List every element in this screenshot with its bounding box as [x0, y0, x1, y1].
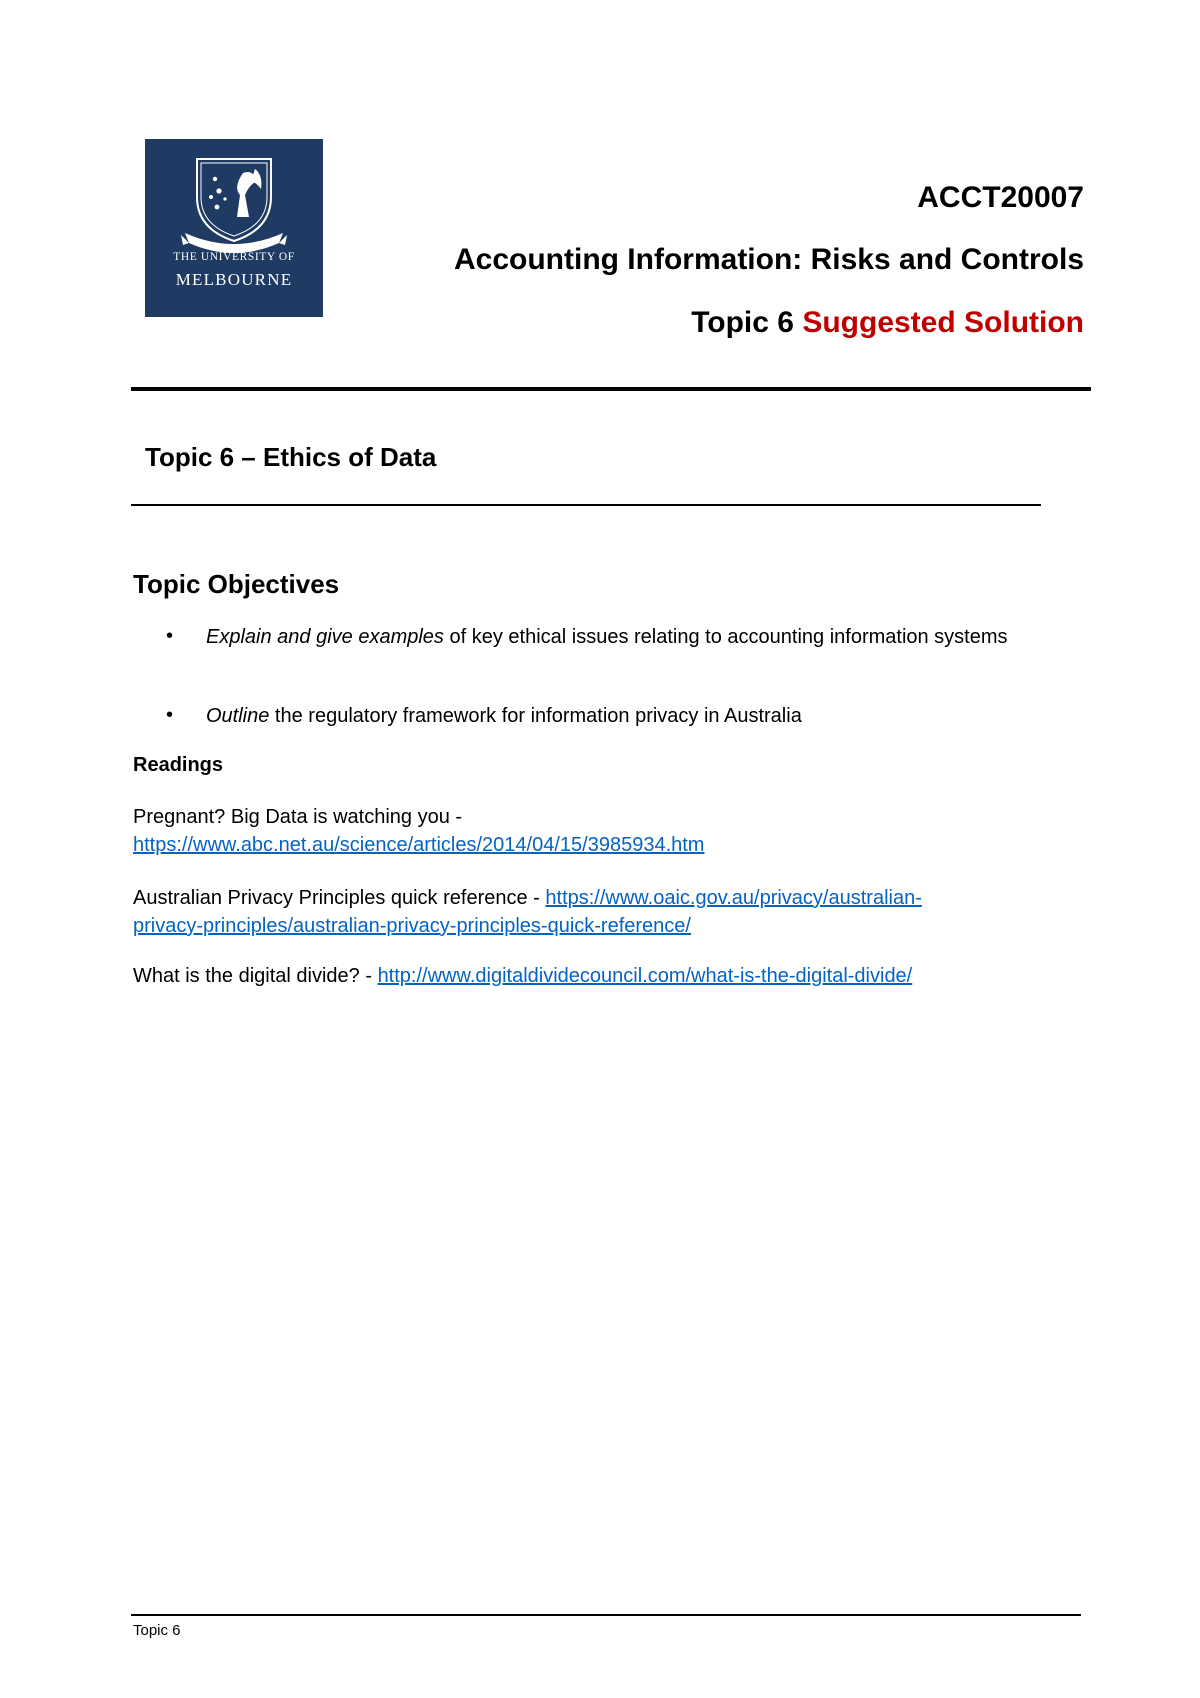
topic-label: Topic 6 [691, 306, 794, 339]
document-subtitle [691, 306, 1084, 340]
objective-text: the regulatory framework for information privacy in Australia [269, 705, 802, 727]
university-logo [145, 139, 323, 317]
readings-heading: Readings [133, 754, 224, 776]
objective-item [206, 702, 1078, 730]
course-code: ACCT20007 [917, 181, 1084, 214]
reading-item [133, 884, 1093, 940]
reading-label: Australian Privacy Principles quick reference - [133, 887, 546, 909]
footer-divider [131, 1614, 1081, 1616]
reading-link[interactable]: http://www.digitaldividecouncil.com/what-is-the-digital-divide/ [377, 965, 913, 987]
footer-text: Topic 6 [133, 1622, 181, 1639]
header-divider [131, 387, 1091, 391]
objectives-heading: Topic Objectives [133, 569, 340, 599]
reading-link[interactable]: https://www.abc.net.au/science/articles/2014/04/15/3985934.htm [133, 834, 705, 856]
reading-label: Pregnant? Big Data is watching you - [133, 806, 463, 828]
reading-item [133, 962, 1093, 990]
bullet-icon: • [166, 704, 174, 726]
objective-emphasis: Outline [206, 705, 270, 727]
course-title: Accounting Information: Risks and Controls [453, 243, 1084, 276]
section-title: Topic 6 – Ethics of Data [145, 442, 437, 472]
reading-item [133, 803, 1093, 859]
reading-link[interactable]: https://www.oaic.gov.au/privacy/australian- [545, 887, 922, 909]
objective-emphasis: Explain and give examples [206, 626, 444, 648]
reading-label: What is the digital divide? - [133, 965, 378, 987]
section-divider [131, 504, 1041, 506]
logo-text-line2: MELBOURNE [175, 270, 293, 289]
suggested-solution-label: Suggested Solution [802, 306, 1084, 339]
crest-icon [145, 139, 323, 317]
objective-text: of key ethical issues relating to accounting information systems [443, 626, 1008, 648]
logo-text-line1: THE UNIVERSITY OF [173, 251, 295, 263]
bullet-icon: • [166, 625, 174, 647]
reading-link-continued[interactable]: privacy-principles/australian-privacy-principles-quick-reference/ [133, 915, 691, 937]
objective-item [206, 623, 1078, 651]
